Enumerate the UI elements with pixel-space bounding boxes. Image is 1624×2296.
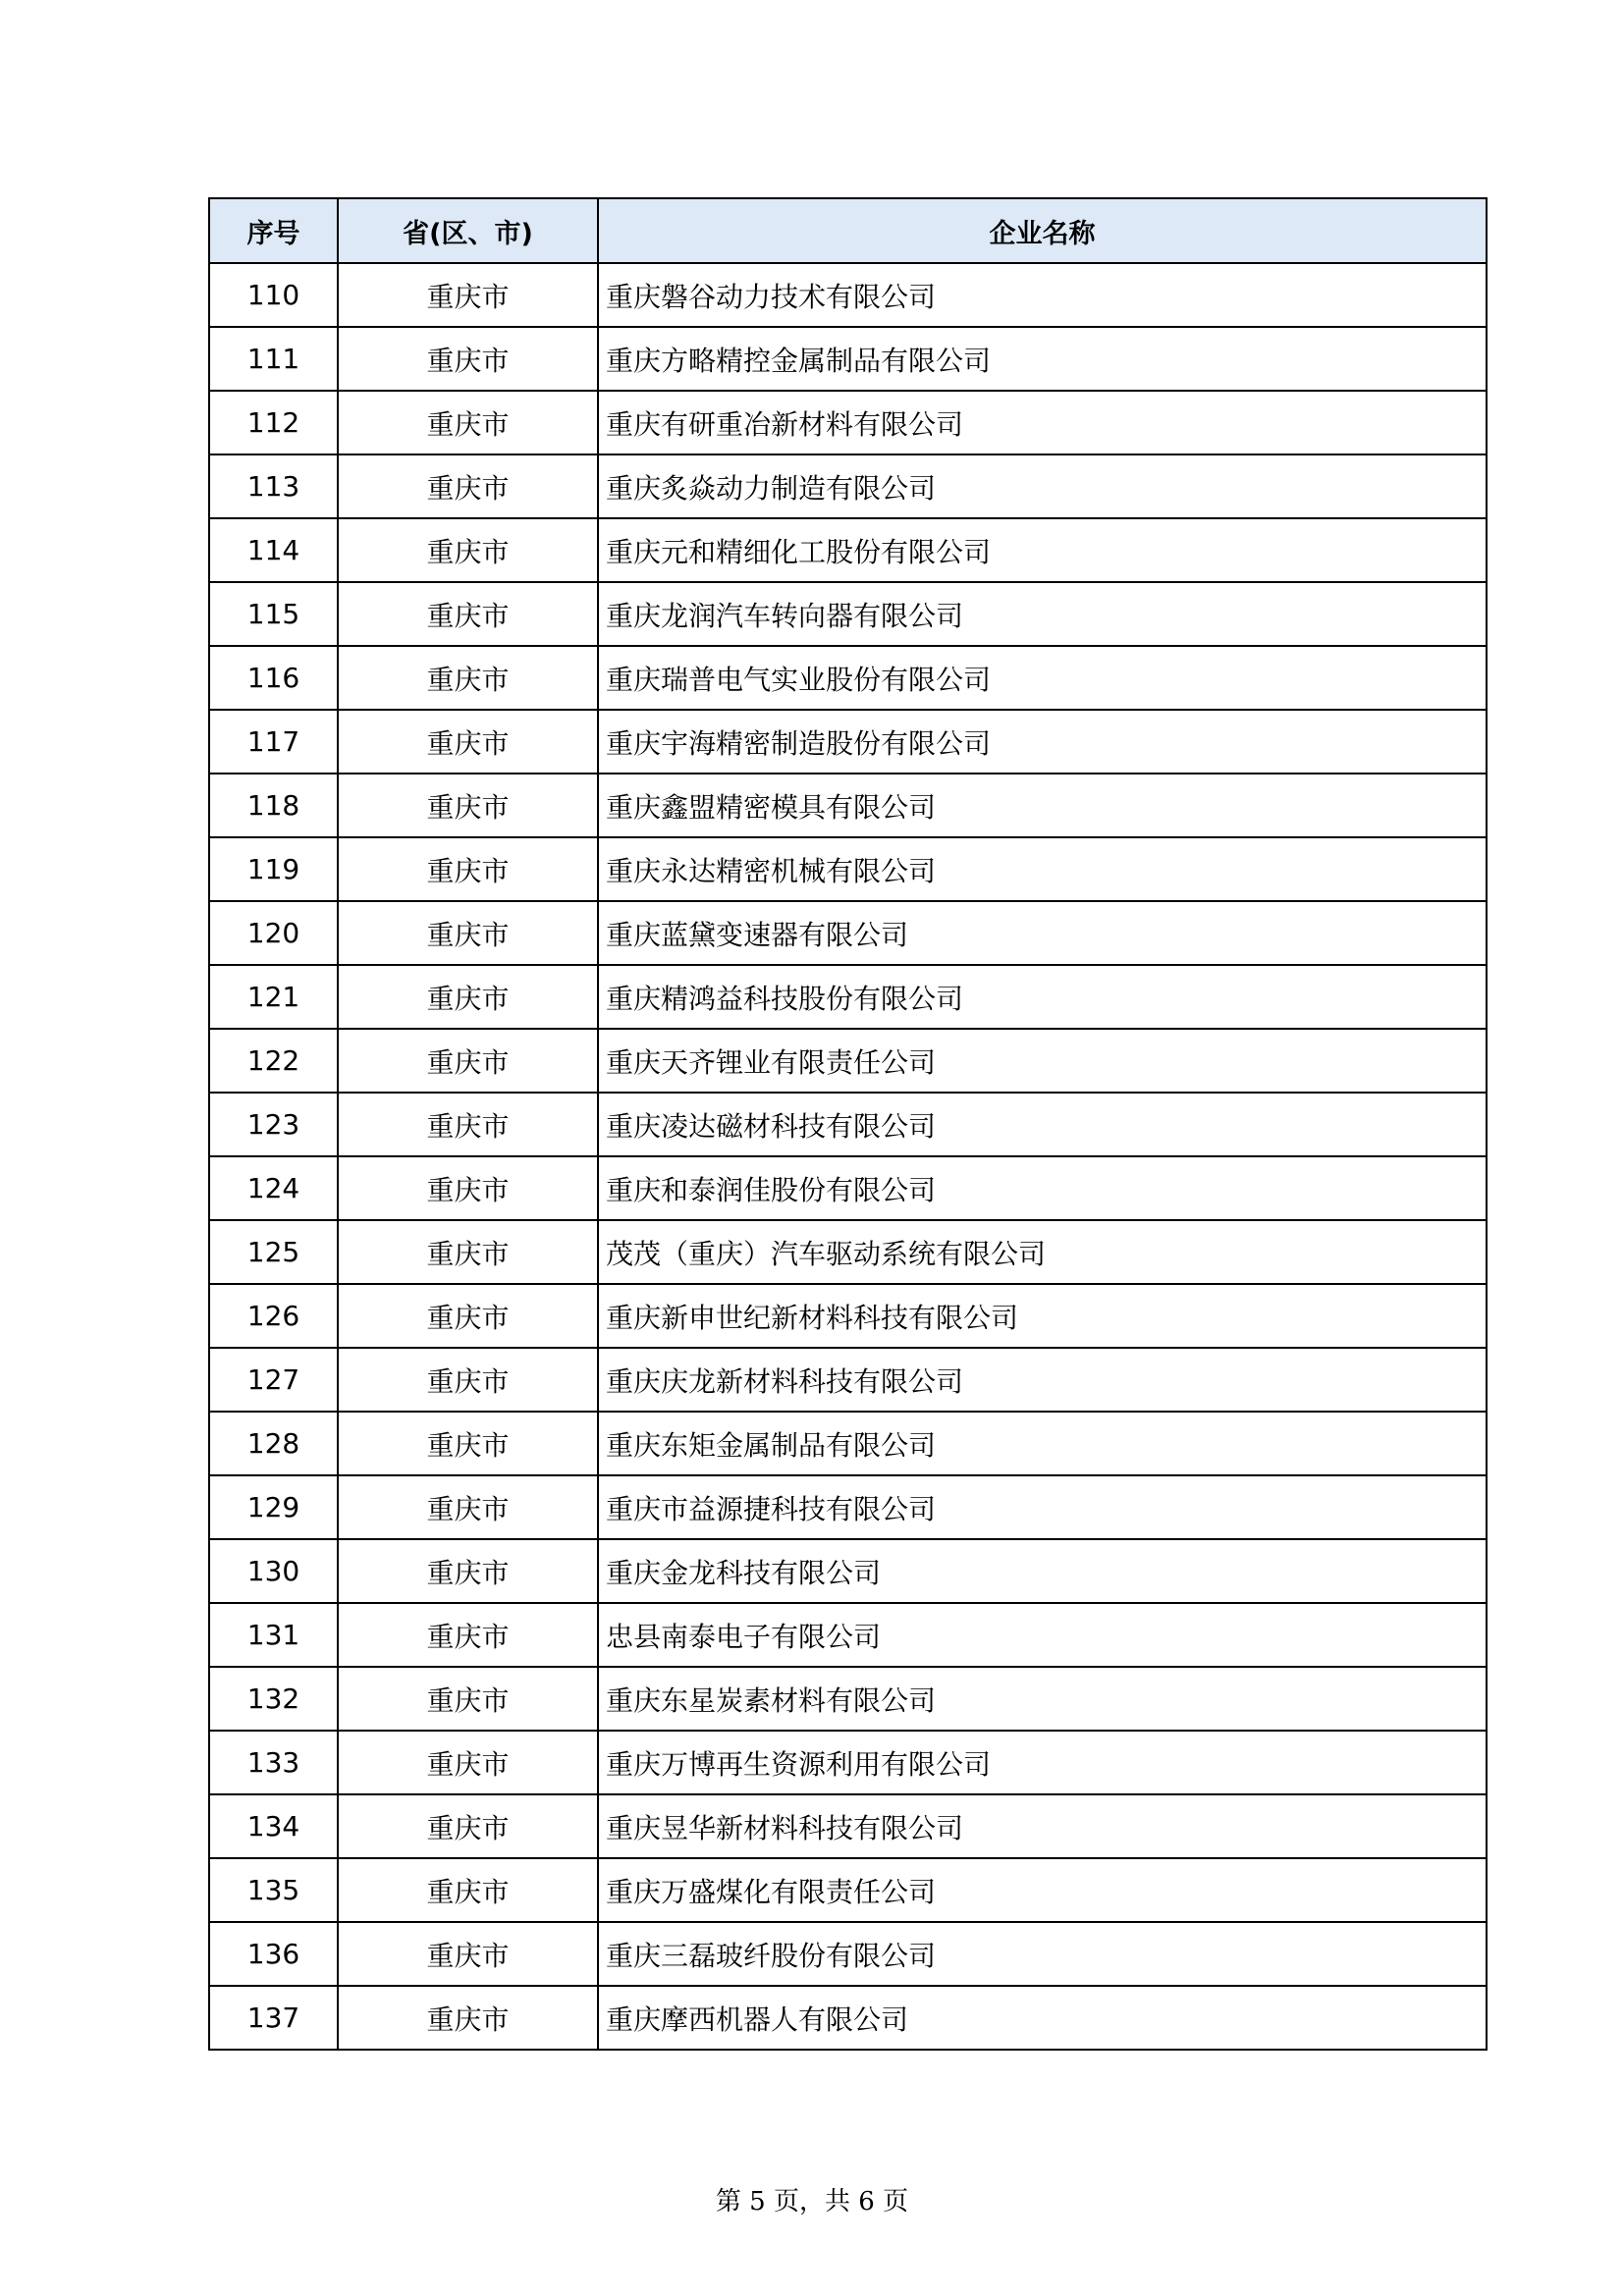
table-row — [209, 965, 1487, 1029]
row-seq-cell: 123 — [209, 1093, 338, 1156]
table-row — [209, 1475, 1487, 1539]
row-company-cell: 重庆龙润汽车转向器有限公司 — [598, 582, 1487, 646]
row-seq-cell: 134 — [209, 1794, 338, 1858]
row-company-cell: 重庆金龙科技有限公司 — [598, 1539, 1487, 1603]
table-row — [209, 774, 1487, 837]
row-seq-cell: 137 — [209, 1986, 338, 2050]
table-row — [209, 1794, 1487, 1858]
table-row — [209, 1156, 1487, 1220]
row-company-cell: 重庆宇海精密制造股份有限公司 — [598, 710, 1487, 774]
row-province-cell: 重庆市 — [338, 1922, 598, 1986]
table-row — [209, 263, 1487, 327]
header-province: 省(区、市) — [338, 198, 598, 263]
row-province-cell: 重庆市 — [338, 1731, 598, 1794]
row-seq-cell: 133 — [209, 1731, 338, 1794]
table-row — [209, 1603, 1487, 1667]
row-seq-cell: 112 — [209, 391, 338, 454]
row-province-cell: 重庆市 — [338, 1986, 598, 2050]
row-province-cell: 重庆市 — [338, 582, 598, 646]
row-company-cell: 重庆凌达磁材科技有限公司 — [598, 1093, 1487, 1156]
row-company-cell: 重庆摩西机器人有限公司 — [598, 1986, 1487, 2050]
row-seq-cell: 119 — [209, 837, 338, 901]
table-row — [209, 837, 1487, 901]
table-row — [209, 582, 1487, 646]
table-row — [209, 1922, 1487, 1986]
table-header — [209, 198, 1487, 263]
table-row — [209, 646, 1487, 710]
row-province-cell: 重庆市 — [338, 391, 598, 454]
row-province-cell: 重庆市 — [338, 1858, 598, 1922]
row-province-cell: 重庆市 — [338, 518, 598, 582]
header-row — [209, 198, 1487, 263]
row-province-cell: 重庆市 — [338, 1093, 598, 1156]
row-seq-cell: 118 — [209, 774, 338, 837]
table-row — [209, 1284, 1487, 1348]
row-company-cell: 重庆三磊玻纤股份有限公司 — [598, 1922, 1487, 1986]
row-province-cell: 重庆市 — [338, 1348, 598, 1412]
row-seq-cell: 130 — [209, 1539, 338, 1603]
row-province-cell: 重庆市 — [338, 710, 598, 774]
row-seq-cell: 113 — [209, 454, 338, 518]
table-row — [209, 1986, 1487, 2050]
row-company-cell: 重庆庆龙新材料科技有限公司 — [598, 1348, 1487, 1412]
row-seq-cell: 131 — [209, 1603, 338, 1667]
row-company-cell: 重庆东星炭素材料有限公司 — [598, 1667, 1487, 1731]
row-company-cell: 重庆万博再生资源利用有限公司 — [598, 1731, 1487, 1794]
row-company-cell: 重庆新申世纪新材料科技有限公司 — [598, 1284, 1487, 1348]
header-seq: 序号 — [209, 198, 338, 263]
row-company-cell: 重庆瑞普电气实业股份有限公司 — [598, 646, 1487, 710]
row-province-cell: 重庆市 — [338, 774, 598, 837]
row-province-cell: 重庆市 — [338, 1220, 598, 1284]
table-row — [209, 1029, 1487, 1093]
row-province-cell: 重庆市 — [338, 1156, 598, 1220]
row-company-cell: 重庆精鸿益科技股份有限公司 — [598, 965, 1487, 1029]
row-seq-cell: 136 — [209, 1922, 338, 1986]
row-province-cell: 重庆市 — [338, 1412, 598, 1475]
table-row — [209, 1412, 1487, 1475]
row-seq-cell: 115 — [209, 582, 338, 646]
row-province-cell: 重庆市 — [338, 454, 598, 518]
table-row — [209, 710, 1487, 774]
row-company-cell: 重庆市益源捷科技有限公司 — [598, 1475, 1487, 1539]
row-company-cell: 重庆和泰润佳股份有限公司 — [598, 1156, 1487, 1220]
row-company-cell: 重庆方略精控金属制品有限公司 — [598, 327, 1487, 391]
row-seq-cell: 135 — [209, 1858, 338, 1922]
row-company-cell: 忠县南泰电子有限公司 — [598, 1603, 1487, 1667]
row-seq-cell: 120 — [209, 901, 338, 965]
table-row — [209, 327, 1487, 391]
table-row — [209, 391, 1487, 454]
row-seq-cell: 117 — [209, 710, 338, 774]
row-company-cell: 重庆永达精密机械有限公司 — [598, 837, 1487, 901]
row-company-cell: 重庆有研重冶新材料有限公司 — [598, 391, 1487, 454]
row-seq-cell: 128 — [209, 1412, 338, 1475]
table-row — [209, 518, 1487, 582]
table-row — [209, 1220, 1487, 1284]
row-province-cell: 重庆市 — [338, 1284, 598, 1348]
row-seq-cell: 110 — [209, 263, 338, 327]
row-company-cell: 重庆昱华新材料科技有限公司 — [598, 1794, 1487, 1858]
row-company-cell: 重庆东矩金属制品有限公司 — [598, 1412, 1487, 1475]
table-row — [209, 901, 1487, 965]
row-province-cell: 重庆市 — [338, 1029, 598, 1093]
row-seq-cell: 114 — [209, 518, 338, 582]
company-list-table — [208, 197, 1488, 2051]
row-province-cell: 重庆市 — [338, 901, 598, 965]
row-province-cell: 重庆市 — [338, 646, 598, 710]
table-row — [209, 454, 1487, 518]
row-seq-cell: 127 — [209, 1348, 338, 1412]
row-company-cell: 重庆蓝黛变速器有限公司 — [598, 901, 1487, 965]
page-number-footer: 第 5 页，共 6 页 — [715, 2187, 909, 2216]
row-seq-cell: 132 — [209, 1667, 338, 1731]
row-province-cell: 重庆市 — [338, 263, 598, 327]
row-province-cell: 重庆市 — [338, 837, 598, 901]
row-company-cell: 茂茂（重庆）汽车驱动系统有限公司 — [598, 1220, 1487, 1284]
row-company-cell: 重庆鑫盟精密模具有限公司 — [598, 774, 1487, 837]
row-company-cell: 重庆磐谷动力技术有限公司 — [598, 263, 1487, 327]
row-seq-cell: 124 — [209, 1156, 338, 1220]
row-province-cell: 重庆市 — [338, 327, 598, 391]
table-row — [209, 1731, 1487, 1794]
table-row — [209, 1539, 1487, 1603]
row-company-cell: 重庆元和精细化工股份有限公司 — [598, 518, 1487, 582]
table-row — [209, 1667, 1487, 1731]
row-province-cell: 重庆市 — [338, 1794, 598, 1858]
row-seq-cell: 126 — [209, 1284, 338, 1348]
row-company-cell: 重庆万盛煤化有限责任公司 — [598, 1858, 1487, 1922]
row-province-cell: 重庆市 — [338, 1475, 598, 1539]
row-seq-cell: 125 — [209, 1220, 338, 1284]
row-company-cell: 重庆炙焱动力制造有限公司 — [598, 454, 1487, 518]
table-row — [209, 1348, 1487, 1412]
row-company-cell: 重庆天齐锂业有限责任公司 — [598, 1029, 1487, 1093]
row-province-cell: 重庆市 — [338, 1539, 598, 1603]
row-seq-cell: 129 — [209, 1475, 338, 1539]
row-seq-cell: 121 — [209, 965, 338, 1029]
table-row — [209, 1093, 1487, 1156]
row-province-cell: 重庆市 — [338, 965, 598, 1029]
row-seq-cell: 122 — [209, 1029, 338, 1093]
row-seq-cell: 116 — [209, 646, 338, 710]
row-province-cell: 重庆市 — [338, 1603, 598, 1667]
row-province-cell: 重庆市 — [338, 1667, 598, 1731]
header-company: 企业名称 — [598, 198, 1487, 263]
table-body — [209, 263, 1487, 2050]
table-row — [209, 1858, 1487, 1922]
row-seq-cell: 111 — [209, 327, 338, 391]
